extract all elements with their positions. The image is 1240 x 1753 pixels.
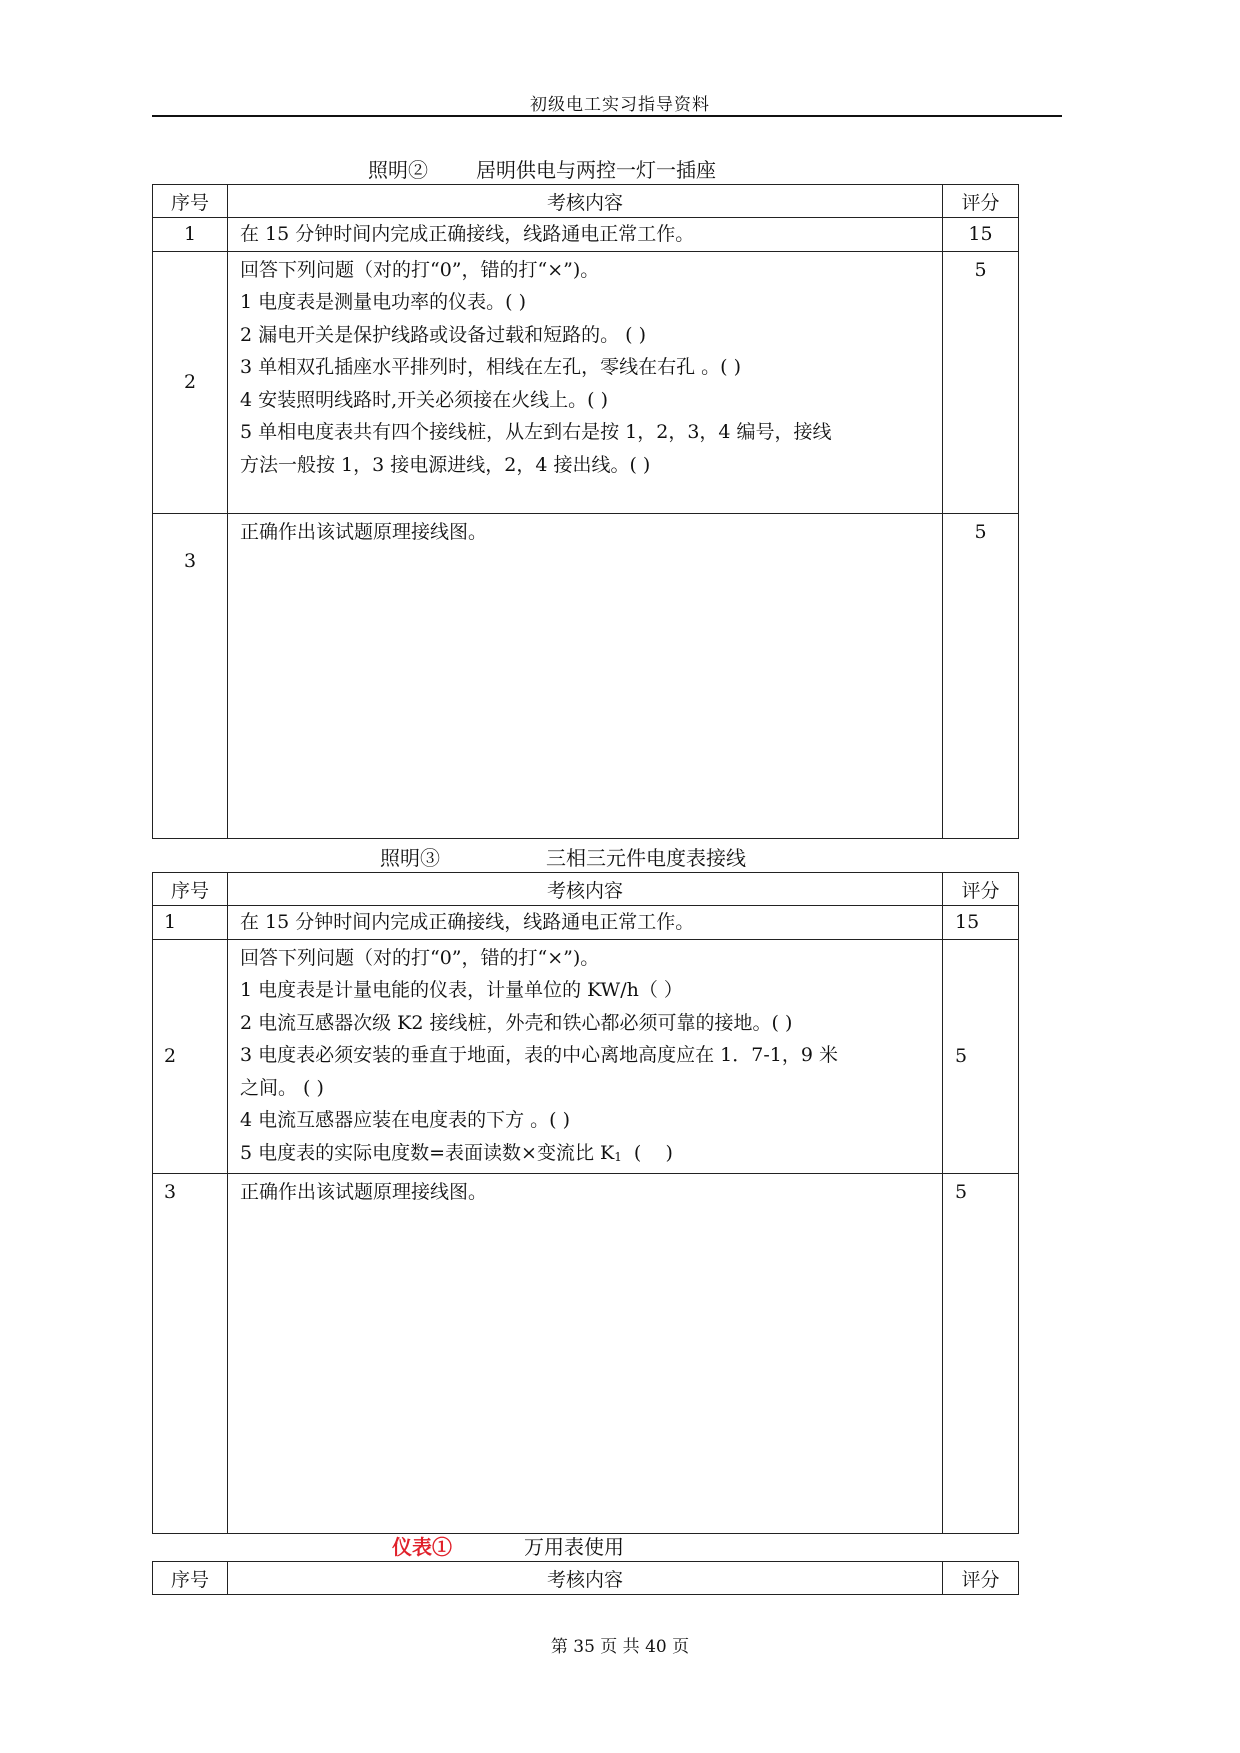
header-score: 评分 xyxy=(943,1562,1019,1595)
question-line: 2 漏电开关是保护线路或设备过载和短路的。 ( ) xyxy=(240,323,647,346)
section1-label: 照明② xyxy=(368,158,428,182)
table-row xyxy=(153,218,1019,252)
row-content xyxy=(228,251,943,513)
row-score: 5 xyxy=(943,251,1019,513)
row-no: 1 xyxy=(153,906,228,940)
header-no: 序号 xyxy=(153,1562,228,1595)
question-line: 回答下列问题（对的打“0”，错的打“×”)。 xyxy=(240,258,600,281)
row-no: 2 xyxy=(153,939,228,1174)
table-header-row xyxy=(153,1562,1019,1595)
row-no: 2 xyxy=(153,251,228,513)
row-content: 正确作出该试题原理接线图。 xyxy=(228,1174,943,1534)
question-line: 4 电流互感器应装在电度表的下方 。( ) xyxy=(240,1109,571,1131)
question-line: 3 单相双孔插座水平排列时，相线在左孔，零线在右孔 。( ) xyxy=(240,356,742,378)
question-line: 2 电流互感器次级 K2 接线桩，外壳和铁心都必须可靠的接地。( ) xyxy=(240,1011,793,1034)
table-row xyxy=(153,939,1019,1174)
subscript: 1 xyxy=(614,1149,622,1164)
table-row xyxy=(153,1174,1019,1534)
row-content: 在 15 分钟时间内完成正确接线，线路通电正常工作。 xyxy=(228,218,943,252)
section2-label: 照明③ xyxy=(380,846,440,870)
row-content: 正确作出该试题原理接线图。 xyxy=(228,513,943,838)
question-line: 之间。 ( ) xyxy=(240,1076,324,1099)
table-header-row xyxy=(153,873,1019,906)
header-no: 序号 xyxy=(153,873,228,906)
section3-label: 仪表① xyxy=(392,1535,452,1559)
row-no: 1 xyxy=(153,218,228,252)
section2-table xyxy=(152,872,1019,1534)
header-content: 考核内容 xyxy=(228,1562,943,1595)
question-line: 4 安装照明线路时,开关必须接在火线上。( ) xyxy=(240,388,609,411)
header-score: 评分 xyxy=(943,185,1019,218)
page-footer: 第 35 页 共 40 页 xyxy=(550,1637,690,1657)
row-no: 3 xyxy=(153,1174,228,1534)
section3-name: 万用表使用 xyxy=(524,1535,624,1559)
header-score: 评分 xyxy=(943,873,1019,906)
table-row xyxy=(153,251,1019,513)
section3-table xyxy=(152,1561,1019,1595)
header-rule xyxy=(152,115,1062,117)
row-no: 3 xyxy=(153,513,228,838)
table-header-row xyxy=(153,185,1019,218)
header-content: 考核内容 xyxy=(228,873,943,906)
table-row xyxy=(153,513,1019,838)
question-line: 5 单相电度表共有四个接线桩，从左到右是按 1，2，3，4 编号，接线 xyxy=(240,421,832,443)
question-line: 1 电度表是计量电能的仪表，计量单位的 KW/h（ ） xyxy=(240,979,683,1001)
question-line: 3 电度表必须安装的垂直于地面，表的中心离地高度应在 1．7-1，9 米 xyxy=(240,1044,838,1066)
question-line: 回答下列问题（对的打“0”，错的打“×”)。 xyxy=(240,946,600,969)
row-score: 15 xyxy=(943,218,1019,252)
section1-name: 居明供电与两控一灯一插座 xyxy=(476,158,716,182)
row-score: 5 xyxy=(943,1174,1019,1534)
question-line-text: 5 电度表的实际电度数=表面读数×变流比 K xyxy=(240,1141,615,1164)
page-header: 初级电工实习指导资料 xyxy=(530,95,710,115)
question-line xyxy=(240,1137,942,1174)
section1-table xyxy=(152,184,1019,839)
table-row xyxy=(153,906,1019,940)
header-no: 序号 xyxy=(153,185,228,218)
section2-name: 三相三元件电度表接线 xyxy=(546,846,746,870)
row-score: 5 xyxy=(943,939,1019,1174)
question-line: 1 电度表是测量电功率的仪表。( ) xyxy=(240,291,526,313)
row-score: 15 xyxy=(943,906,1019,940)
question-line: 方法一般按 1，3 接电源进线，2，4 接出线。( ) xyxy=(240,453,651,476)
row-content: 在 15 分钟时间内完成正确接线，线路通电正常工作。 xyxy=(228,906,943,940)
header-content: 考核内容 xyxy=(228,185,943,218)
row-score: 5 xyxy=(943,513,1019,838)
question-line-tail: ( ) xyxy=(621,1141,673,1164)
row-content xyxy=(228,939,943,1174)
